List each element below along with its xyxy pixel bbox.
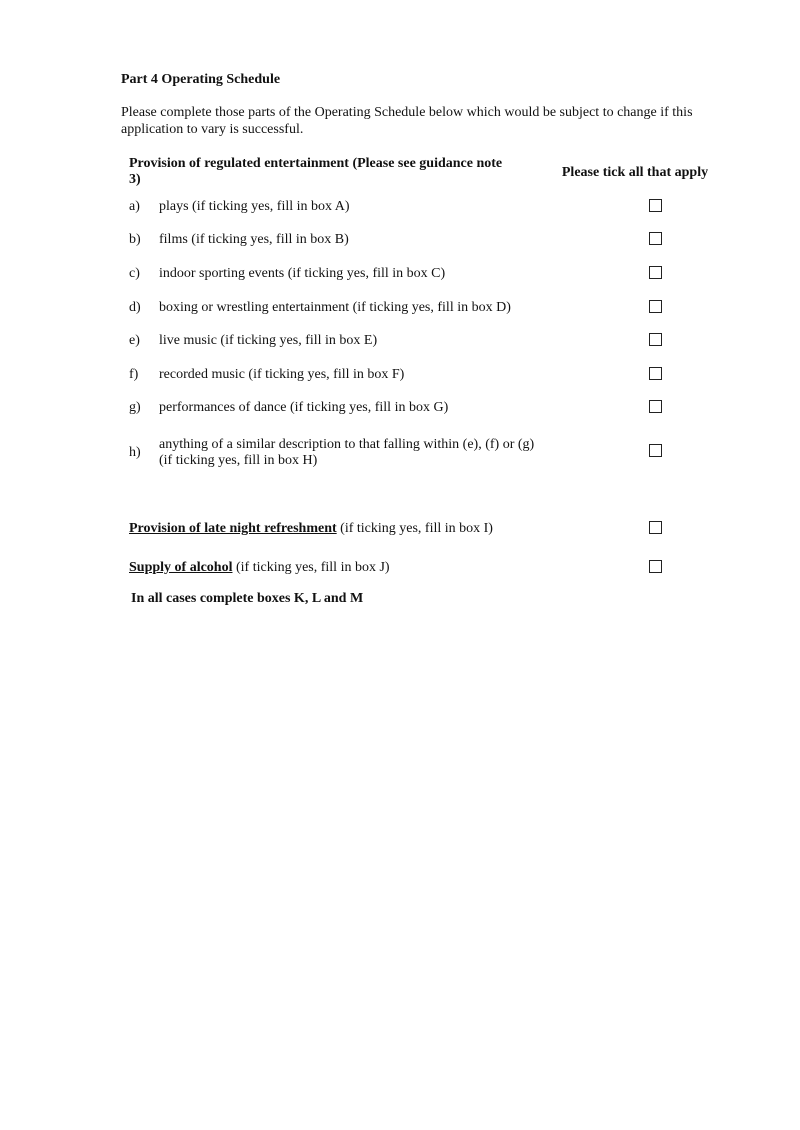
films-checkbox[interactable] [649,232,662,245]
item-text: performances of dance (if ticking yes, fill in box G) [159,400,449,415]
item-letter: g) [129,400,141,415]
late-night-refreshment-row [129,521,493,537]
item-letter: b) [129,232,141,247]
item-letter: f) [129,367,139,382]
similar-entertainment-checkbox[interactable] [649,444,662,457]
supply-alcohol-row [129,560,390,576]
plays-checkbox[interactable] [649,199,662,212]
section-title: Part 4 Operating Schedule [121,72,281,87]
boxing-checkbox[interactable] [649,300,662,313]
entertainment-header: Provision of regulated entertainment (Please see guidance note 3) [129,156,503,187]
item-text: plays (if ticking yes, fill in box A) [159,199,350,214]
item-text: recorded music (if ticking yes, fill in box F) [159,367,405,382]
late-night-suffix: (if ticking yes, fill in box I) [336,521,493,536]
tick-instruction: Please tick all that apply [561,165,709,180]
late-night-label: Provision of late night refreshment [129,521,337,536]
item-letter: a) [129,199,140,214]
item-text: live music (if ticking yes, fill in box E) [159,333,378,348]
live-music-checkbox[interactable] [649,333,662,346]
item-letter: c) [129,266,140,281]
item-text: indoor sporting events (if ticking yes, fill in box C) [159,266,446,281]
supply-alcohol-checkbox[interactable] [649,560,662,573]
late-night-refreshment-checkbox[interactable] [649,521,662,534]
alcohol-label: Supply of alcohol [129,560,233,575]
item-text: films (if ticking yes, fill in box B) [159,232,349,247]
item-letter: d) [129,300,141,315]
dance-checkbox[interactable] [649,400,662,413]
item-text: boxing or wrestling entertainment (if ticking yes, fill in box D) [159,300,511,315]
footer-instruction: In all cases complete boxes K, L and M [131,591,364,606]
alcohol-suffix: (if ticking yes, fill in box J) [232,560,390,575]
item-letter: e) [129,333,140,348]
indoor-sporting-checkbox[interactable] [649,266,662,279]
intro-text: Please complete those parts of the Operating Schedule below which would be subject to change if this application to vary is successful. [121,105,693,137]
recorded-music-checkbox[interactable] [649,367,662,380]
item-letter: h) [129,445,141,460]
item-text: anything of a similar description to that falling within (e), (f) or (g) (if ticking yes, fill in box H) [159,437,535,468]
